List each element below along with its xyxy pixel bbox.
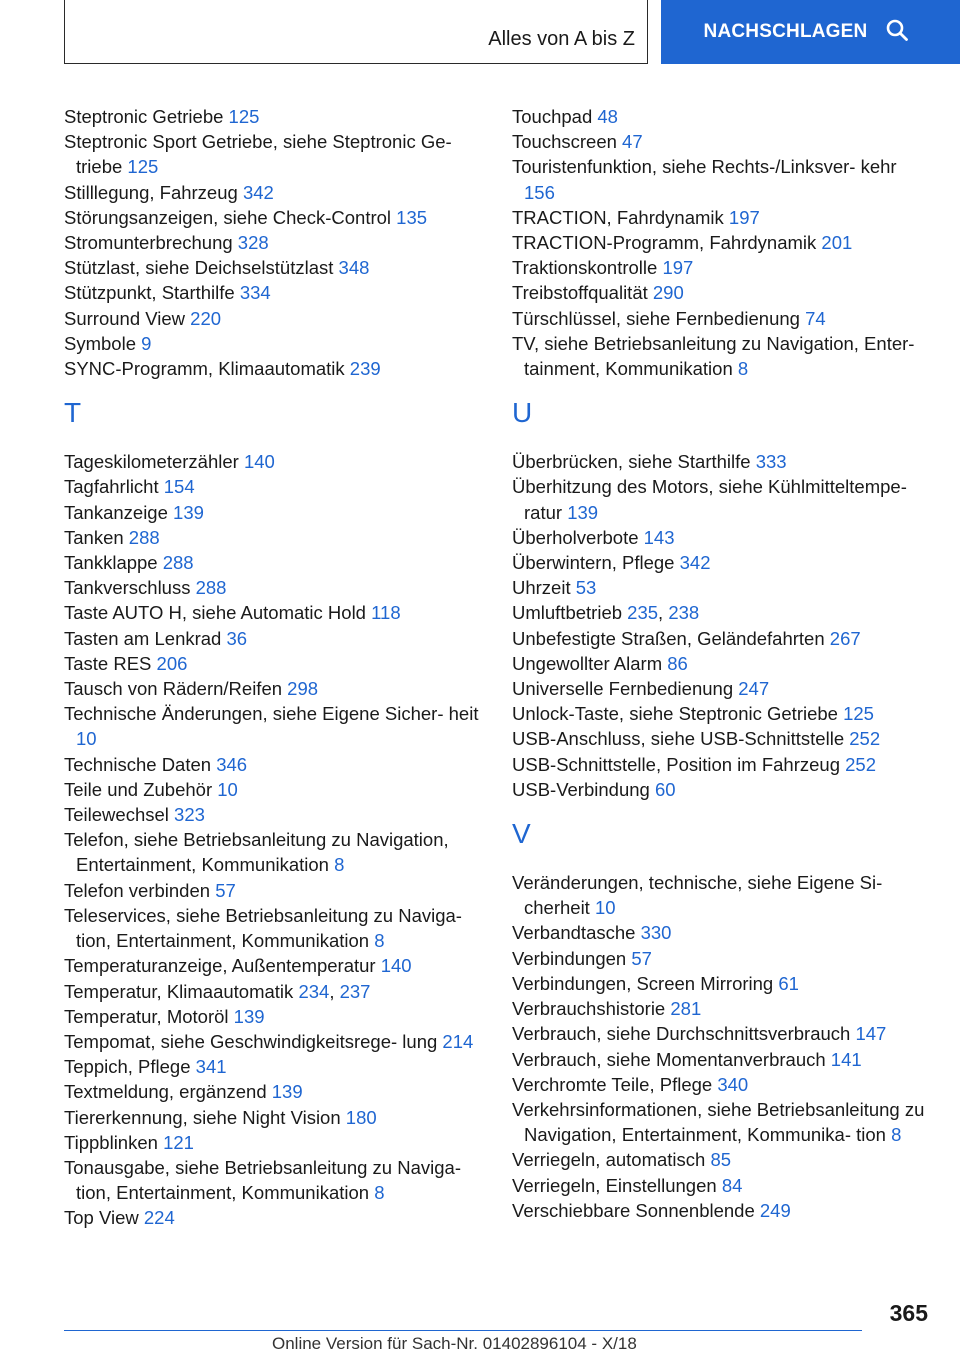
index-entry-term: Überbrücken, siehe Starthilfe: [512, 451, 756, 473]
page-reference-link[interactable]: 224: [143, 1207, 175, 1229]
index-entry-term: Top View: [64, 1207, 144, 1229]
index-entry-term: Touristenfunktion, siehe Rechts-/Linksver‐ kehr: [512, 156, 897, 178]
lookup-button[interactable]: [661, 0, 960, 64]
index-entry: Temperatur, Klimaautomatik 234, 237: [64, 980, 371, 1002]
index-entry: [64, 701, 484, 751]
page-reference-link[interactable]: 180: [345, 1106, 377, 1128]
page-reference-link[interactable]: 201: [821, 232, 853, 254]
index-entry: [64, 129, 484, 179]
page-reference-link[interactable]: 8: [737, 358, 749, 380]
page-reference-link[interactable]: 348: [338, 257, 370, 279]
index-entry: [512, 626, 932, 651]
index-entry-term: Tausch von Rädern/Reifen: [64, 678, 288, 700]
page-reference-link[interactable]: 281: [670, 998, 702, 1020]
page-reference-link[interactable]: 85: [710, 1149, 732, 1171]
index-entry: [64, 626, 484, 651]
index-entry-term: Taste AUTO H, siehe Automatic Hold: [64, 602, 372, 624]
index-entry-term: Technische Änderungen, siehe Eigene Sicher‐ heit: [64, 703, 479, 725]
index-entry: [64, 255, 484, 280]
index-entry-term: Ungewollter Alarm: [512, 652, 668, 674]
index-entry: [64, 651, 484, 676]
page-reference-link[interactable]: 342: [679, 552, 711, 574]
page-reference-link[interactable]: 135: [396, 206, 428, 228]
page-reference-link[interactable]: 249: [759, 1199, 791, 1221]
page-reference-link[interactable]: 125: [228, 106, 260, 127]
index-entry-term: Stromunterbrechung: [64, 232, 238, 254]
index-entry-term: Temperaturanzeige, Außentemperatur: [64, 955, 381, 977]
index-entry: [512, 129, 932, 154]
page-reference-link[interactable]: 288: [128, 526, 160, 548]
index-entry: [64, 777, 484, 802]
index-entry: [512, 701, 932, 726]
index-letter-heading: T: [64, 397, 82, 429]
index-entry: [512, 205, 932, 230]
page-reference-link[interactable]: 10: [594, 897, 616, 919]
page-reference-link[interactable]: 8: [374, 930, 385, 952]
index-entry: [64, 331, 484, 356]
page-reference-link[interactable]: 238: [668, 602, 700, 624]
index-entry-term: Taste RES: [64, 652, 157, 674]
index-entry-term: USB-Verbindung: [512, 778, 655, 800]
index-entry: [512, 946, 932, 971]
index-entry: [64, 1130, 484, 1155]
index-entry-term: Tagfahrlicht: [64, 476, 164, 498]
index-entry: [64, 104, 484, 129]
page-reference-link[interactable]: 342: [242, 181, 274, 203]
index-entry: [64, 903, 484, 953]
footer-divider: [64, 1330, 862, 1331]
index-letter-heading: U: [512, 397, 533, 429]
index-entry-term: Umluftbetrieb: [512, 602, 628, 624]
index-entry-term: Verkehrsinformationen, siehe Betriebsanleitung zu Navigation, Entertainment, Kommunika‐ tion: [512, 1098, 925, 1146]
index-entry: [512, 230, 932, 255]
index-entry: [512, 1147, 932, 1172]
index-entry-term: Verbrauch, siehe Momentanverbrauch: [512, 1048, 831, 1070]
index-entry-term: Verbrauch, siehe Durchschnittsverbrauch: [512, 1023, 856, 1045]
page-reference-link[interactable]: 237: [339, 980, 371, 1002]
page-reference-link[interactable]: 239: [349, 358, 381, 380]
index-entry: [512, 1021, 932, 1046]
index-entry-term: Tankanzeige: [64, 501, 174, 523]
page-reference-link[interactable]: 288: [162, 552, 194, 574]
index-entry: [512, 971, 932, 996]
page-reference-link[interactable]: 143: [643, 526, 675, 548]
page-reference-link[interactable]: 9: [141, 332, 152, 354]
index-entry-term: Verbindungen, Screen Mirroring: [512, 972, 779, 994]
page-reference-link[interactable]: 154: [163, 476, 195, 498]
index-entry-term: Unlock-Taste, siehe Steptronic Getriebe: [512, 703, 844, 725]
index-entry-term: Teleservices, siehe Betriebsanleitung zu Naviga‐ tion, Entertainment, Kommunikation: [64, 904, 462, 952]
index-entry: [512, 280, 932, 305]
index-entry-term: Verriegeln, Einstellungen: [512, 1174, 722, 1196]
index-entry-term: Überwintern, Pflege: [512, 552, 680, 574]
page-reference-link[interactable]: 10: [76, 728, 97, 750]
index-entry: [512, 1072, 932, 1097]
index-entry: [64, 449, 484, 474]
index-entry: [64, 1105, 484, 1130]
page-reference-link[interactable]: 141: [830, 1048, 862, 1070]
index-entry-term: Störungsanzeigen, siehe Check-Control: [64, 206, 397, 228]
index-entry-term: Verbindungen: [512, 947, 632, 969]
index-entry-term: Stützpunkt, Starthilfe: [64, 282, 240, 304]
index-entry-term: Veränderungen, technische, siehe Eigene Si‐ cherheit: [512, 872, 883, 919]
page-reference-link[interactable]: 74: [805, 307, 826, 329]
index-entry: [512, 550, 932, 575]
page-reference-link[interactable]: 298: [287, 678, 319, 700]
index-entry: [512, 777, 932, 802]
index-entry: [512, 154, 932, 204]
index-entry-term: USB-Schnittstelle, Position im Fahrzeug: [512, 753, 846, 775]
page-reference-link[interactable]: 341: [195, 1056, 227, 1078]
index-entry-term: Treibstoffqualität: [512, 282, 653, 304]
page-reference-link[interactable]: 8: [374, 1182, 385, 1204]
page-reference-link[interactable]: 61: [778, 972, 799, 994]
index-entry: [64, 306, 484, 331]
index-entry-term: Verbrauchshistorie: [512, 998, 671, 1020]
index-entry: [512, 1173, 932, 1198]
index-entry: [64, 230, 484, 255]
index-entry: [64, 1155, 484, 1205]
index-entry-term: SYNC-Programm, Klimaautomatik: [64, 358, 350, 380]
index-entry-term: USB-Anschluss, siehe USB-Schnittstelle: [512, 728, 850, 750]
page-reference-link[interactable]: 252: [849, 728, 881, 750]
index-entry: Umluftbetrieb 235, 238: [512, 602, 700, 624]
page-reference-link[interactable]: 346: [216, 753, 248, 775]
index-letter-heading: V: [512, 818, 531, 850]
index-entry-term: TRACTION-Programm, Fahrdynamik: [512, 232, 822, 254]
index-entry: [64, 878, 484, 903]
page-reference-link[interactable]: 340: [717, 1073, 749, 1095]
index-entry: [512, 449, 932, 474]
page-reference-link[interactable]: 139: [567, 501, 599, 523]
index-entry-term: Technische Daten: [64, 753, 217, 775]
page-reference-link[interactable]: 36: [226, 627, 248, 649]
index-entry: [64, 1205, 484, 1230]
page-reference-link[interactable]: 247: [738, 678, 770, 700]
page-reference-link[interactable]: 290: [652, 282, 684, 304]
page-reference-link[interactable]: 8: [891, 1124, 902, 1146]
footer-version-text: Online Version für Sach-Nr. 01402896104 - X/18: [272, 1334, 637, 1353]
index-entry-term: Universelle Fernbedienung: [512, 678, 739, 700]
index-entry-term: Türschlüssel, siehe Fernbedienung: [512, 307, 806, 329]
page-reference-link[interactable]: 8: [334, 854, 345, 876]
index-entry-term: Verriegeln, automatisch: [512, 1149, 711, 1171]
index-entry: [64, 1079, 484, 1104]
lookup-button-label: NACHSCHLAGEN: [703, 21, 868, 42]
index-entry-term: Tippblinken: [64, 1131, 164, 1153]
page-reference-link[interactable]: 214: [442, 1030, 474, 1052]
index-entry-term: Verbandtasche: [512, 922, 641, 944]
index-entry-term: Touchscreen: [512, 131, 623, 153]
index-entry-term: Telefon verbinden: [64, 879, 216, 901]
index-entry-term: Steptronic Sport Getriebe, siehe Steptronic Ge‐ triebe: [64, 131, 452, 178]
index-entry: [512, 104, 932, 129]
index-entry: [64, 500, 484, 525]
page-reference-link[interactable]: 220: [190, 307, 222, 329]
page-reference-link[interactable]: 121: [163, 1131, 194, 1153]
page-reference-link[interactable]: 48: [597, 106, 618, 127]
index-entry: [512, 255, 932, 280]
index-entry-term: Surround View: [64, 307, 191, 329]
page-reference-link[interactable]: 84: [721, 1174, 743, 1196]
page-reference-link[interactable]: 125: [127, 156, 159, 178]
page-reference-link[interactable]: 206: [156, 652, 188, 674]
index-entry: [64, 827, 484, 877]
index-entry: [64, 802, 484, 827]
section-title[interactable]: Alles von A bis Z: [488, 28, 635, 50]
index-entry-term: Verchromte Teile, Pflege: [512, 1073, 718, 1095]
header-section-box: [64, 0, 648, 64]
page-reference-link[interactable]: 323: [174, 804, 205, 826]
index-entry: [64, 474, 484, 499]
index-entry-term: Stützlast, siehe Deichselstützlast: [64, 257, 339, 279]
index-entry-term: Stilllegung, Fahrzeug: [64, 181, 243, 203]
page-reference-link[interactable]: 57: [631, 947, 652, 969]
page-reference-link[interactable]: 333: [755, 451, 787, 473]
page-reference-link[interactable]: 288: [195, 577, 227, 599]
search-icon: [885, 18, 909, 47]
index-entry: [512, 996, 932, 1021]
index-entry: [512, 676, 932, 701]
index-entry-term: Tempomat, siehe Geschwindigkeitsrege‐ lung: [64, 1030, 443, 1052]
index-entry-term: Tankklappe: [64, 552, 163, 574]
index-entry: [512, 1198, 932, 1223]
index-entry-term: Tonausgabe, siehe Betriebsanleitung zu Naviga‐ tion, Entertainment, Kommunikation: [64, 1156, 461, 1204]
index-entry-term: Touchpad: [512, 106, 598, 127]
page-reference-link[interactable]: 267: [829, 627, 861, 649]
page-reference-link[interactable]: 235: [627, 602, 659, 624]
page-reference-link[interactable]: 86: [667, 652, 688, 674]
index-entry: [512, 331, 932, 381]
index-entry-term: Temperatur, Motoröl: [64, 1005, 234, 1027]
page-reference-link[interactable]: 252: [845, 753, 877, 775]
index-entry: [512, 1047, 932, 1072]
index-entry: [512, 870, 932, 920]
index-entry-term: Tanken: [64, 526, 129, 548]
index-entry: [64, 550, 484, 575]
index-entry-term: TRACTION, Fahrdynamik: [512, 206, 729, 228]
page-reference-link[interactable]: 197: [728, 206, 760, 228]
index-entry-term: Teppich, Pflege: [64, 1056, 196, 1078]
page-reference-link[interactable]: 60: [654, 778, 676, 800]
index-entry: [512, 474, 932, 524]
page-reference-link[interactable]: 53: [575, 577, 597, 599]
page-reference-link[interactable]: 139: [271, 1081, 303, 1103]
index-entry-term: Überhitzung des Motors, siehe Kühlmitteltempe‐ ratur: [512, 476, 907, 523]
index-entry: [512, 651, 932, 676]
page-reference-link[interactable]: 147: [855, 1023, 887, 1045]
index-entry-term: Temperatur, Klimaautomatik: [64, 980, 299, 1002]
index-entry-term: TV, siehe Betriebsanleitung zu Navigation, Enter‐ tainment, Kommunikation: [512, 332, 915, 380]
index-entry-term: Überholverbote: [512, 526, 644, 548]
index-entry-term: Teile und Zubehör: [64, 778, 218, 800]
page-reference-link[interactable]: 10: [217, 778, 238, 800]
index-entry: [64, 575, 484, 600]
index-entry: [512, 1097, 932, 1147]
index-entry-term: Tageskilometerzähler: [64, 451, 244, 473]
page-reference-link[interactable]: 57: [215, 879, 236, 901]
page-reference-link[interactable]: 125: [843, 703, 874, 725]
page-reference-link[interactable]: 156: [524, 181, 555, 203]
page-reference-link[interactable]: 139: [233, 1005, 265, 1027]
page-reference-link[interactable]: 47: [622, 131, 643, 153]
index-entry: [64, 1004, 484, 1029]
index-entry: [64, 180, 484, 205]
index-entry: [512, 306, 932, 331]
page-reference-link[interactable]: 330: [640, 922, 672, 944]
index-entry-term: Unbefestigte Straßen, Geländefahrten: [512, 627, 830, 649]
index-entry: [512, 920, 932, 945]
index-entry: [512, 726, 932, 751]
index-entry-term: Teilewechsel: [64, 804, 175, 826]
index-entry: [64, 676, 484, 701]
index-entry: [64, 525, 484, 550]
index-entry-term: Symbole: [64, 332, 142, 354]
index-entry: [64, 1029, 484, 1054]
index-entry-term: Textmeldung, ergänzend: [64, 1081, 272, 1103]
page-reference-link[interactable]: 140: [243, 451, 275, 473]
index-entry: [512, 525, 932, 550]
index-entry-term: Verschiebbare Sonnenblende: [512, 1199, 760, 1221]
index-entry-term: Telefon, siehe Betriebsanleitung zu Navigation, Entertainment, Kommunikation: [64, 829, 449, 876]
index-column-left: [64, 104, 484, 1231]
index-entry-term: Steptronic Getriebe: [64, 106, 229, 127]
index-entry-term: Tasten am Lenkrad: [64, 627, 227, 649]
page-reference-link[interactable]: 328: [237, 232, 269, 254]
page-reference-link[interactable]: 118: [371, 602, 401, 624]
page-reference-link[interactable]: 139: [173, 501, 204, 523]
index-entry: [512, 575, 932, 600]
page-number: 365: [889, 1300, 928, 1326]
index-entry-term: Tankverschluss: [64, 577, 196, 599]
index-entry: [64, 953, 484, 978]
index-entry: [64, 1054, 484, 1079]
page-reference-link[interactable]: 234: [298, 980, 330, 1002]
page-reference-link[interactable]: 140: [380, 955, 412, 977]
index-entry-term: Tiererkennung, siehe Night Vision: [64, 1106, 346, 1128]
index-entry: [64, 356, 484, 381]
page-reference-link[interactable]: 334: [239, 282, 271, 304]
index-entry: [64, 205, 484, 230]
index-entry: [512, 752, 932, 777]
page-reference-link[interactable]: 197: [662, 257, 694, 279]
index-entry: [64, 600, 484, 625]
index-entry-term: Uhrzeit: [512, 577, 576, 599]
index-column-right: [512, 104, 932, 1223]
index-entry: [64, 752, 484, 777]
index-entry: [64, 280, 484, 305]
index-entry-term: Traktionskontrolle: [512, 257, 663, 279]
